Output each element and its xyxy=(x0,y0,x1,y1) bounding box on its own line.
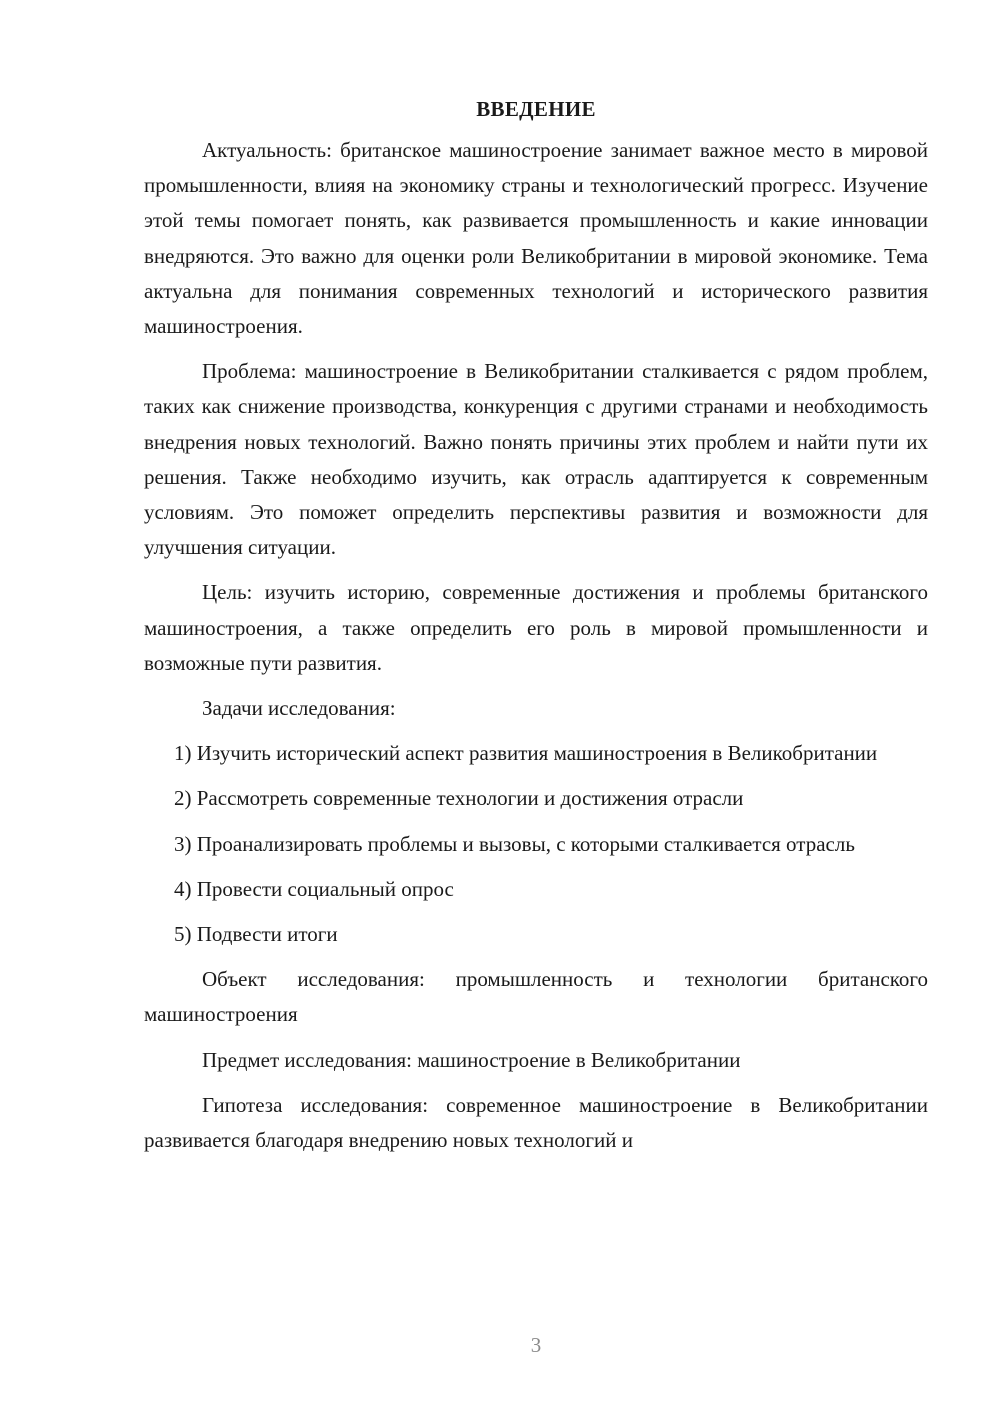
task-item-3: 3) Проанализировать проблемы и вызовы, с которыми сталкивается отрасль xyxy=(174,831,855,856)
section-heading: ВВЕДЕНИЕ xyxy=(476,97,596,121)
task-item-4: 4) Провести социальный опрос xyxy=(174,876,454,901)
object-paragraph: Объект исследования: промышленность и технологии британского машиностроения xyxy=(144,967,928,1027)
goal-paragraph: Цель: изучить историю, современные достижения и проблемы британского машиностроения, а также определить его роль в мировой промышленности и возможные пути развития. xyxy=(144,580,928,675)
problem-paragraph: Проблема: машиностроение в Великобритании сталкивается с рядом проблем, таких как снижение производства, конкуренция с другими странами и необходимость внедрения новых технологий. Важно понять причины этих проблем и найти пути их решения. Также необходимо изучить, как отрасль адаптируется к современным условиям. Это поможет определить перспективы развития и возможности для улучшения ситуации. xyxy=(144,359,928,560)
task-item-2: 2) Рассмотреть современные технологии и достижения отрасли xyxy=(174,786,744,811)
hypothesis-paragraph: Гипотеза исследования: современное машиностроение в Великобритании развивается благодаря внедрению новых технологий и xyxy=(144,1092,928,1153)
relevance-paragraph: Актуальность: британское машиностроение занимает важное место в мировой промышленности, влияя на экономику страны и технологический прогресс. Изучение этой темы помогает понять, как развивается промышленность и какие инновации внедряются. Это важно для оценки роли Великобритании в мировой экономике. Тема актуальна для понимания современных технологий и исторического развития машиностроения. xyxy=(144,138,928,339)
tasks-title: Задачи исследования: xyxy=(202,696,396,721)
task-item-1: 1) Изучить исторический аспект развития машиностроения в Великобритании xyxy=(174,741,878,766)
subject-paragraph: Предмет исследования: машиностроение в Великобритании xyxy=(202,1047,741,1072)
task-item-5: 5) Подвести итоги xyxy=(174,922,338,947)
document-body xyxy=(144,92,928,1158)
page-number: 3 xyxy=(530,1333,542,1357)
